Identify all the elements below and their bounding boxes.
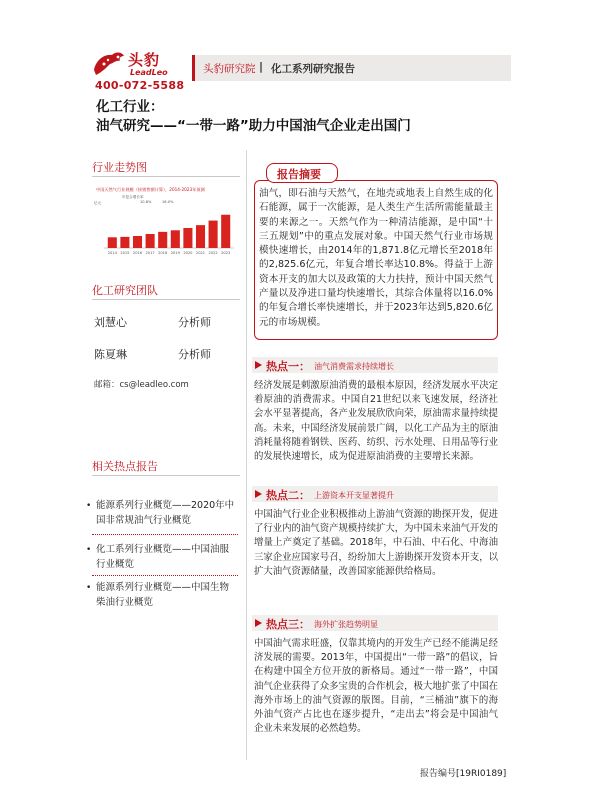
bullet-icon: • — [86, 545, 92, 555]
related-item-text: 化工系列行业概览——中国油服行业概览 — [96, 544, 230, 570]
title-line-2: 油气研究——“一带一路”助力中国油气企业走出国门 — [96, 118, 411, 134]
chart-tick-2015: 2015 — [120, 251, 130, 255]
summary-label: 报告摘要 — [277, 168, 321, 181]
trend-chart — [92, 184, 238, 260]
hotspot-1-header — [252, 357, 498, 373]
chart-tick-2018: 2018 — [158, 251, 168, 255]
related-divider — [92, 475, 240, 476]
column-divider — [246, 150, 247, 760]
brand-name: 头豹 — [128, 51, 161, 69]
summary-box — [254, 180, 498, 340]
hotspot-2-text: 中国油气行业企业积极推动上游油气资源的勘探开发，促进了行业内的油气资产规模持续扩大，为中国未来油气开发的增量上产奠定了基础。2018年，中石油、中石化、中海油三家企业应国家号召，纷纷加大上游勘探开发资本开支，以扩大油气资源储量，改善国家能源供给格局。 — [254, 509, 498, 577]
chart-bar-2022 — [209, 221, 218, 248]
chart-bar-2020 — [183, 228, 192, 248]
chart-tick-2014: 2014 — [107, 251, 117, 255]
chart-title: 中国天然气行业规模（按销售额计算），2014-2023年预测 — [96, 187, 205, 192]
institute-name: 头豹研究院 — [203, 63, 256, 75]
brand-phone: 400-072-5588 — [95, 79, 185, 92]
hotspot-2-subtitle: 上游资本开支显著提升 — [314, 491, 394, 500]
series-name: 化工系列研究报告 — [271, 63, 355, 75]
hotspot-arrow-icon — [254, 360, 264, 370]
team-divider — [92, 299, 240, 300]
related-dotted-divider — [92, 534, 238, 535]
summary-tab — [266, 163, 338, 183]
chart-tick-2020: 2020 — [183, 251, 193, 255]
contact-email[interactable]: 邮箱：cs@leadleo.com — [94, 380, 189, 390]
hotspot-2-header — [252, 486, 498, 502]
hotspot-3-header — [252, 615, 498, 631]
leopard-logo-icon — [92, 48, 126, 78]
chart-bar-2023 — [221, 215, 230, 248]
logo — [92, 46, 192, 94]
bullet-icon: • — [86, 501, 92, 511]
chart-bar-2014 — [108, 237, 117, 248]
hotspot-1-text: 经济发展是刺激原油消费的最根本原因，经济发展水平决定着原油的消费需求。中国自21世纪以来飞速发展，经济社会水平显著提高，各产业发展欣欣向荣，原油需求量持续提高。未来，中国经济发展前景广阔，以化工产品为主的原油消耗量将随着钢铁、医药、纺织、污水处理、日用品等行业的发展快速增长，成为促进原油消费的主要增长来源。 — [254, 380, 498, 463]
team-section-title: 化工研究团队 — [92, 284, 158, 297]
summary-text: 油气，即石油与天然气，在地壳或地表上自然生成的化石能源，属于一次能源，是人类生产生活所需能量最主要的来源之一。天然气作为一种清洁能源，是中国“十三五规划”中的重点发展对象。中国天然气行业市场规模快速增长，由2014年的1,871.8亿元增长至2018年的2,825.6亿元，年复合增长率达10.8%。得益于上游资本开支的加大以及政策的大力扶持，预计中国天然气产量以及净进口量均快速增长，其综合体量将以16.0%的年复合增长率快速增长，并于2023年达到5,820.6亿元的市场规模。 — [259, 188, 493, 328]
chart-tick-2016: 2016 — [132, 251, 143, 255]
header-separator: | — [259, 60, 264, 73]
hotspot-3-subtitle: 海外扩张趋势明显 — [314, 620, 378, 629]
chart-subtitle: 年复合增长率 — [122, 195, 144, 199]
chart-tick-2019: 2019 — [170, 251, 180, 255]
analyst-role-1: 分析师 — [178, 316, 211, 329]
chart-ylabel: 亿元 — [94, 201, 102, 205]
chart-tick-2021: 2021 — [195, 251, 206, 255]
report-title — [96, 98, 516, 136]
chart-bar-2021 — [196, 225, 205, 248]
report-number: 报告编号[19RI0189] — [420, 769, 507, 779]
related-dotted-divider — [92, 575, 238, 576]
hotspot-arrow-icon — [254, 618, 264, 628]
chart-tick-2017: 2017 — [145, 251, 155, 255]
chart-bar-2016 — [133, 236, 142, 248]
chart-cagr-2: 16.0% — [162, 200, 174, 204]
chart-bar-2017 — [146, 234, 155, 248]
trend-section-title: 行业走势图 — [92, 161, 147, 174]
hotspot-1-label: 热点一： — [266, 360, 310, 373]
header-band — [192, 55, 511, 81]
chart-cagr-1: 10.8% — [140, 200, 152, 204]
brand-name-en: LeadLeo — [130, 68, 168, 77]
bullet-icon: • — [86, 583, 92, 593]
chart-tick-2022: 2022 — [208, 251, 218, 255]
related-section-title: 相关热点报告 — [92, 460, 158, 473]
related-item-text: 能源系列行业概览——2020年中国非常规油气行业概览 — [96, 500, 235, 526]
hotspot-3-label: 热点三： — [266, 618, 310, 631]
related-item-text: 能源系列行业概览——中国生物柴油行业概览 — [96, 582, 230, 608]
hotspot-arrow-icon — [254, 489, 264, 499]
hotspot-3-text: 中国油气需求旺盛，仅靠其境内的开发生产已经不能满足经济发展的需要。2013年，中国提出“一带一路”的倡议，旨在构建中国全方位开放的新格局。通过“一带一路”，中国油气企业获得了众多宝贵的合作机会，极大地扩张了中国在海外市场上的油气资源的版图。目前，“三桶油”旗下的海外油气资产占比也在逐步提升，“走出去”将会是中国油气企业未来发展的必然趋势。 — [254, 638, 498, 735]
analyst-name-2: 陈夏琳 — [94, 348, 127, 361]
chart-bar-2018 — [158, 232, 167, 248]
title-line-1: 化工行业： — [96, 99, 164, 115]
hotspot-2-label: 热点二： — [266, 489, 310, 502]
trend-divider — [92, 176, 240, 177]
chart-tick-2023: 2023 — [221, 251, 231, 255]
analyst-name-1: 刘慧心 — [94, 316, 127, 329]
analyst-role-2: 分析师 — [178, 348, 211, 361]
hotspot-1-subtitle: 油气消费需求持续增长 — [314, 362, 394, 371]
chart-bar-2015 — [120, 237, 129, 248]
chart-bar-2019 — [171, 230, 180, 248]
